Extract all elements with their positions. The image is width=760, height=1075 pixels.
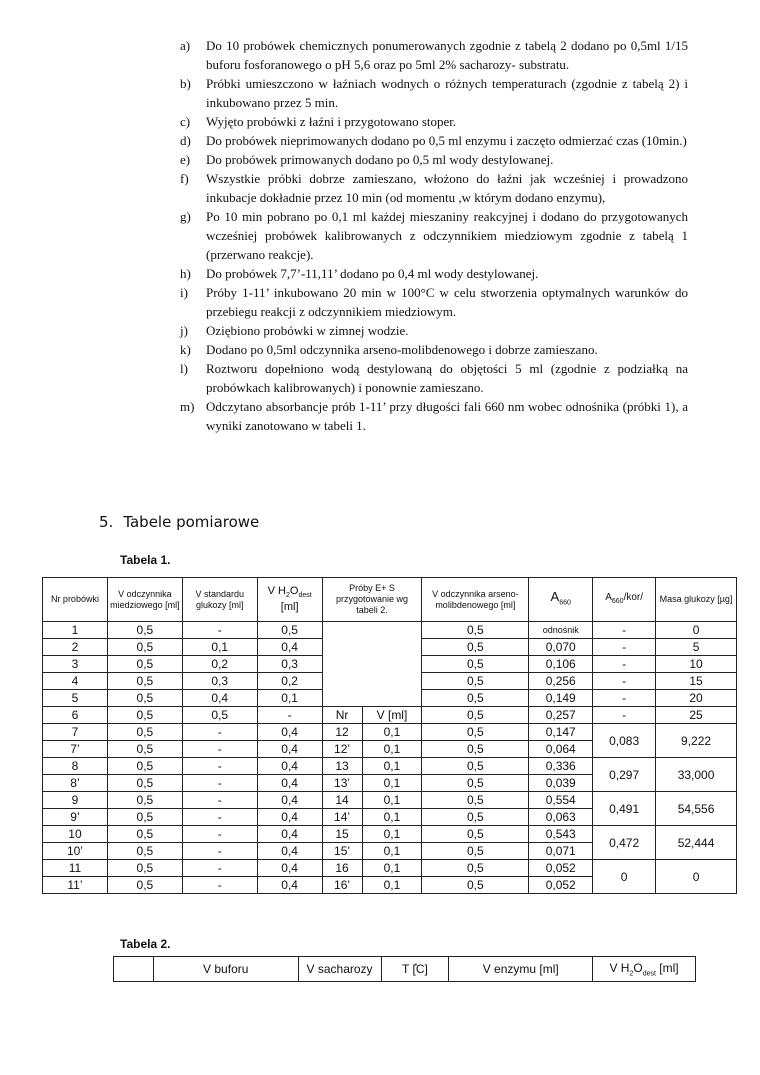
cell-es-v: 0,1: [362, 826, 422, 843]
cell-cu-reagent: 0,5: [107, 707, 182, 724]
cell-glucose-standard: -: [182, 792, 257, 809]
cell-cu-reagent: 0,5: [107, 775, 182, 792]
cell-es-nr: 15: [322, 826, 362, 843]
header-cu-reagent: V odczynnika miedziowego [ml]: [107, 578, 182, 622]
cell-es-v: 0,1: [362, 775, 422, 792]
step-letter: j): [180, 323, 188, 338]
table-row: [43, 758, 737, 775]
cell-es-v: 0,1: [362, 877, 422, 894]
step-text: Roztworu dopełniono wodą destylowaną do objętości 5 ml (zgodnie z podziałką na probówkach kalibrowanych) i ponownie zamieszano.: [206, 361, 688, 395]
section-heading: [99, 513, 259, 531]
cell-water: -: [257, 707, 322, 724]
cell-water: 0,4: [257, 877, 322, 894]
procedure-step: [180, 359, 688, 397]
cell-glucose-mass: 54,556: [656, 792, 737, 826]
table2: [113, 956, 696, 982]
cell-glucose-mass: 5: [656, 639, 737, 656]
cell-nr: 8’: [43, 775, 108, 792]
cell-glucose-mass: 9,222: [656, 724, 737, 758]
cell-es-nr: 13’: [322, 775, 362, 792]
cell-es-nr: 16: [322, 860, 362, 877]
cell-es-v: 0,1: [362, 741, 422, 758]
cell-nr: 10: [43, 826, 108, 843]
cell-nr: 1: [43, 622, 108, 639]
procedure-step: [180, 283, 688, 321]
step-text: Oziębiono probówki w zimnej wodzie.: [206, 323, 409, 338]
cell-a660: 0,063: [529, 809, 593, 826]
cell-water: 0,4: [257, 809, 322, 826]
cell-es-v: 0,1: [362, 758, 422, 775]
cell-nr: 3: [43, 656, 108, 673]
step-text: Do probówek nieprimowanych dodano po 0,5 ml enzymu i zaczęto odmierzać czas (10min.): [206, 133, 687, 148]
cell-arseno-reagent: 0,5: [422, 826, 529, 843]
cell-water: 0,4: [257, 741, 322, 758]
table2-header-water: V $H_2O_{dest}$ [ml]: [593, 957, 696, 982]
cell-glucose-standard: -: [182, 622, 257, 639]
cell-a660-kor: 0,083: [593, 724, 656, 758]
cell-arseno-reagent: 0,5: [422, 775, 529, 792]
table2-blank-header: [114, 957, 154, 982]
header-es-samples: Próby E+ S przygotowanie wg tabeli 2.: [322, 578, 422, 622]
cell-arseno-reagent: 0,5: [422, 639, 529, 656]
procedure-steps: [180, 36, 688, 435]
cell-a660: 0,554: [529, 792, 593, 809]
cell-a660-kor: 0: [593, 860, 656, 894]
cell-glucose-mass: 52,444: [656, 826, 737, 860]
cell-nr: 5: [43, 690, 108, 707]
cell-water: 0,1: [257, 690, 322, 707]
cell-es-v: 0,1: [362, 843, 422, 860]
cell-glucose-standard: 0,4: [182, 690, 257, 707]
step-text: Odczytano absorbancje prób 1-11’ przy długości fali 660 nm wobec odnośnika (próbki 1), a wyniki zanotowano w tabeli 1.: [206, 399, 688, 433]
step-letter: g): [180, 209, 191, 224]
cell-arseno-reagent: 0,5: [422, 690, 529, 707]
cell-arseno-reagent: 0,5: [422, 860, 529, 877]
cell-a660-kor: -: [593, 673, 656, 690]
step-letter: h): [180, 266, 191, 281]
cell-nr: 11’: [43, 877, 108, 894]
step-text: Próbki umieszczono w łaźniach wodnych o różnych temperaturach (zgodnie z tabelą 2) i inkubowano przez 5 min.: [206, 76, 688, 110]
cell-es-v: 0,1: [362, 809, 422, 826]
cell-cu-reagent: 0,5: [107, 724, 182, 741]
procedure-step: [180, 207, 688, 264]
cell-nr: 7’: [43, 741, 108, 758]
cell-water: 0,3: [257, 656, 322, 673]
step-letter: i): [180, 285, 188, 300]
cell-glucose-standard: -: [182, 843, 257, 860]
cell-es-v-header: V [ml]: [362, 707, 422, 724]
cell-a660: 0,336: [529, 758, 593, 775]
cell-nr: 7: [43, 724, 108, 741]
cell-a660: 0,106: [529, 656, 593, 673]
cell-a660: 0,149: [529, 690, 593, 707]
cell-glucose-standard: 0,2: [182, 656, 257, 673]
cell-arseno-reagent: 0,5: [422, 622, 529, 639]
cell-a660: 0,147: [529, 724, 593, 741]
cell-es-nr: 12: [322, 724, 362, 741]
cell-nr: 11: [43, 860, 108, 877]
cell-nr: 4: [43, 673, 108, 690]
cell-a660-kor: -: [593, 690, 656, 707]
step-text: Dodano po 0,5ml odczynnika arseno-molibdenowego i dobrze zamieszano.: [206, 342, 598, 357]
table2-header-row: [114, 957, 696, 982]
cell-glucose-standard: -: [182, 877, 257, 894]
cell-arseno-reagent: 0,5: [422, 792, 529, 809]
table2-header-sucrose: V sacharozy: [298, 957, 381, 982]
cell-glucose-standard: -: [182, 860, 257, 877]
procedure-step: [180, 74, 688, 112]
table-row: [43, 707, 737, 724]
cell-arseno-reagent: 0,5: [422, 724, 529, 741]
cell-glucose-mass: 10: [656, 656, 737, 673]
cell-cu-reagent: 0,5: [107, 690, 182, 707]
cell-water: 0,4: [257, 639, 322, 656]
cell-cu-reagent: 0,5: [107, 622, 182, 639]
step-text: Po 10 min pobrano po 0,1 ml każdej mieszaniny reakcyjnej i dodano do przygotowanych wcześniej probówek kalibrowanych z odczynnikiem miedziowym zgodnie z tabelą 1 (przerwano reakcje).: [206, 209, 688, 262]
cell-water: 0,4: [257, 860, 322, 877]
table2-header-buffer: V buforu: [153, 957, 298, 982]
header-water: V $H_2O_{dest}$ [ml]: [257, 578, 322, 622]
cell-a660: 0,257: [529, 707, 593, 724]
cell-a660: 0,064: [529, 741, 593, 758]
cell-es-nr: 13: [322, 758, 362, 775]
cell-glucose-mass: 25: [656, 707, 737, 724]
cell-glucose-mass: 0: [656, 622, 737, 639]
step-letter: b): [180, 76, 191, 91]
cell-water: 0,4: [257, 792, 322, 809]
cell-glucose-standard: 0,3: [182, 673, 257, 690]
cell-a660-kor: 0,297: [593, 758, 656, 792]
cell-a660-kor: -: [593, 656, 656, 673]
table2-caption: Tabela 2.: [120, 937, 171, 951]
step-text: Wyjęto probówki z łaźni i przygotowano stoper.: [206, 114, 457, 129]
cell-a660-kor: -: [593, 707, 656, 724]
cell-glucose-standard: -: [182, 741, 257, 758]
table1-body: [43, 622, 737, 894]
cell-a660: 0,071: [529, 843, 593, 860]
cell-glucose-standard: -: [182, 724, 257, 741]
cell-glucose-standard: -: [182, 826, 257, 843]
cell-glucose-standard: 0,1: [182, 639, 257, 656]
cell-es-nr-header: Nr: [322, 707, 362, 724]
cell-a660: 0,039: [529, 775, 593, 792]
cell-nr: 2: [43, 639, 108, 656]
cell-cu-reagent: 0,5: [107, 860, 182, 877]
step-letter: l): [180, 361, 188, 376]
cell-water: 0,4: [257, 826, 322, 843]
procedure-step: [180, 169, 688, 207]
table-row: [43, 622, 737, 639]
cell-cu-reagent: 0,5: [107, 809, 182, 826]
table-row: [43, 860, 737, 877]
cell-arseno-reagent: 0,5: [422, 741, 529, 758]
cell-nr: 9’: [43, 809, 108, 826]
step-text: Do 10 probówek chemicznych ponumerowanych zgodnie z tabelą 2 dodano po 0,5ml 1/15 buforu fosforanowego o pH 5,6 oraz po 5ml 2% sacharozy- substratu.: [206, 38, 688, 72]
cell-cu-reagent: 0,5: [107, 639, 182, 656]
step-text: Wszystkie próbki dobrze zamieszano, włożono do łaźni jak wcześniej i prowadzono inkubacje dokładnie przez 10 min (od momentu ,w którym dodano enzymu),: [206, 171, 688, 205]
table1-header-row: [43, 578, 737, 622]
step-text: Do probówek 7,7’-11,11’ dodano po 0,4 ml wody destylowanej.: [206, 266, 539, 281]
cell-a660-kor: 0,472: [593, 826, 656, 860]
table1: [42, 577, 737, 894]
cell-arseno-reagent: 0,5: [422, 707, 529, 724]
table2-header-temperature: T [̊C]: [381, 957, 449, 982]
header-arseno-reagent: V odczynnika arseno-molibdenowego [ml]: [422, 578, 529, 622]
table2-header-enzyme: V enzymu [ml]: [449, 957, 593, 982]
cell-a660-kor: -: [593, 639, 656, 656]
step-text: Próby 1-11’ inkubowano 20 min w 100°C w celu stworzenia optymalnych warunków do przebiegu reakcji z odczynnikiem miedziowym.: [206, 285, 688, 319]
procedure-step: [180, 340, 688, 359]
header-a660: $A_{660}$: [529, 578, 593, 622]
cell-es-nr: 14: [322, 792, 362, 809]
procedure-step: [180, 150, 688, 169]
section-title: Tabele pomiarowe: [123, 513, 260, 531]
cell-cu-reagent: 0,5: [107, 656, 182, 673]
step-letter: c): [180, 114, 191, 129]
procedure-step: [180, 397, 688, 435]
step-letter: m): [180, 399, 195, 414]
cell-water: 0,2: [257, 673, 322, 690]
procedure-step: [180, 112, 688, 131]
step-letter: d): [180, 133, 191, 148]
cell-arseno-reagent: 0,5: [422, 758, 529, 775]
cell-es-v: 0,1: [362, 792, 422, 809]
cell-water: 0,4: [257, 724, 322, 741]
table-row: [43, 724, 737, 741]
cell-es-nr: 12’: [322, 741, 362, 758]
cell-a660: 0,052: [529, 877, 593, 894]
step-letter: e): [180, 152, 191, 167]
cell-nr: 6: [43, 707, 108, 724]
cell-glucose-mass: 0: [656, 860, 737, 894]
cell-water: 0,5: [257, 622, 322, 639]
cell-cu-reagent: 0,5: [107, 673, 182, 690]
procedure-step: [180, 131, 688, 150]
cell-glucose-mass: 20: [656, 690, 737, 707]
cell-water: 0,4: [257, 775, 322, 792]
cell-cu-reagent: 0,5: [107, 877, 182, 894]
cell-a660-kor: -: [593, 622, 656, 639]
cell-a660: 0,052: [529, 860, 593, 877]
cell-cu-reagent: 0,5: [107, 826, 182, 843]
cell-arseno-reagent: 0,5: [422, 656, 529, 673]
cell-glucose-standard: -: [182, 809, 257, 826]
cell-cu-reagent: 0,5: [107, 843, 182, 860]
cell-a660-kor: 0,491: [593, 792, 656, 826]
cell-glucose-mass: 15: [656, 673, 737, 690]
cell-cu-reagent: 0,5: [107, 741, 182, 758]
cell-water: 0,4: [257, 758, 322, 775]
procedure-step: [180, 264, 688, 283]
cell-glucose-standard: -: [182, 775, 257, 792]
cell-glucose-mass: 33,000: [656, 758, 737, 792]
cell-a660: 0,543: [529, 826, 593, 843]
procedure-step: [180, 321, 688, 340]
cell-water: 0,4: [257, 843, 322, 860]
header-a660-kor: $A_{660}/kor/$: [593, 578, 656, 622]
table-row: [43, 792, 737, 809]
cell-es-v: 0,1: [362, 724, 422, 741]
cell-nr: 10’: [43, 843, 108, 860]
header-nr: Nr probówki: [43, 578, 108, 622]
cell-cu-reagent: 0,5: [107, 792, 182, 809]
cell-es-nr: 14’: [322, 809, 362, 826]
cell-arseno-reagent: 0,5: [422, 809, 529, 826]
cell-cu-reagent: 0,5: [107, 758, 182, 775]
section-number: 5.: [99, 513, 114, 531]
header-glucose-mass: Masa glukozy [µg]: [656, 578, 737, 622]
table-row: [43, 826, 737, 843]
cell-glucose-standard: 0,5: [182, 707, 257, 724]
table1-caption: Tabela 1.: [120, 553, 171, 567]
cell-es-v: 0,1: [362, 860, 422, 877]
cell-arseno-reagent: 0,5: [422, 843, 529, 860]
cell-glucose-standard: -: [182, 758, 257, 775]
procedure-step: [180, 36, 688, 74]
cell-es-nr: 16’: [322, 877, 362, 894]
cell-arseno-reagent: 0,5: [422, 673, 529, 690]
cell-a660: odnośnik: [529, 622, 593, 639]
cell-es-nr: 15’: [322, 843, 362, 860]
cell-es-blank: [322, 622, 422, 707]
cell-arseno-reagent: 0,5: [422, 877, 529, 894]
step-text: Do probówek primowanych dodano po 0,5 ml wody destylowanej.: [206, 152, 554, 167]
cell-a660: 0,070: [529, 639, 593, 656]
step-letter: f): [180, 171, 189, 186]
cell-nr: 8: [43, 758, 108, 775]
cell-a660: 0,256: [529, 673, 593, 690]
header-glucose-standard: V standardu glukozy [ml]: [182, 578, 257, 622]
cell-nr: 9: [43, 792, 108, 809]
step-letter: k): [180, 342, 191, 357]
step-letter: a): [180, 38, 191, 53]
